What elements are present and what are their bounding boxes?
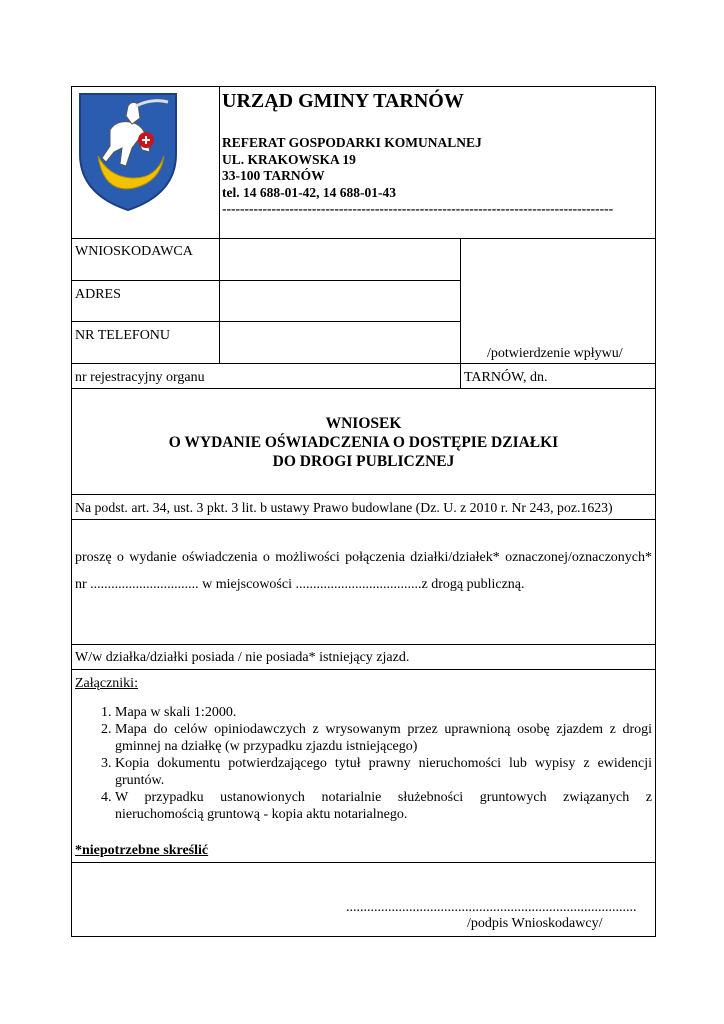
divider <box>71 321 461 322</box>
applicant-label: WNIOSKODAWCA <box>75 244 193 259</box>
attachments-list <box>75 704 652 823</box>
list-item: 1. Mapa w skali 1:2000. <box>115 704 652 721</box>
list-item: 3. Kopia dokumentu potwierdzającego tytuł prawny nieruchomości lub wypisy z ewidencji gruntów. <box>115 755 652 789</box>
access-statement: W/w działka/działki posiada / nie posiada* istniejący zjazd. <box>75 650 410 665</box>
footnote: *niepotrzebne skreślić <box>75 843 209 858</box>
divider <box>71 862 656 863</box>
legal-basis: Na podst. art. 34, ust. 3 pkt. 3 lit. b ustawy Prawo budowlane (Dz. U. z 2010 r. Nr 243, poz.1623) <box>75 500 613 515</box>
signature-label: /podpis Wnioskodawcy/ <box>467 916 603 931</box>
form-title: WNIOSEK <box>325 415 402 432</box>
phone-field[interactable] <box>221 323 459 362</box>
header-line: tel. 14 688-01-42, 14 688-01-43 <box>222 185 396 200</box>
divider <box>460 238 461 389</box>
form-title: DO DROGI PUBLICZNEJ <box>272 453 455 470</box>
divider <box>71 363 656 364</box>
header-line: UL. KRAKOWSKA 19 <box>222 152 356 167</box>
address-field[interactable] <box>221 282 459 320</box>
divider <box>71 494 656 495</box>
receipt-label: /potwierdzenie wpływu/ <box>487 346 623 361</box>
divider <box>71 280 461 281</box>
divider <box>71 644 656 645</box>
divider <box>219 238 220 363</box>
divider <box>71 238 656 239</box>
divider <box>219 86 220 239</box>
attachments-heading: Załączniki: <box>75 676 138 691</box>
form-title: O WYDANIE OŚWIADCZENIA O DOSTĘPIE DZIAŁKI <box>168 434 559 451</box>
applicant-field[interactable] <box>221 240 459 279</box>
signature-dots: ................................................................................... <box>346 900 637 915</box>
list-item: 4. W przypadku ustanowionych notarialnie służebności gruntowych związanych z nieruchomością gruntową - kopia aktu notarialnego. <box>115 789 652 823</box>
coat-of-arms-icon <box>76 90 180 214</box>
registry-label: nr rejestracyjny organu <box>75 370 205 385</box>
phone-label: NR TELEFONU <box>75 328 171 343</box>
place-date: TARNÓW, dn. <box>464 370 548 385</box>
divider <box>71 669 656 670</box>
office-title: URZĄD GMINY TARNÓW <box>222 90 464 112</box>
divider <box>71 388 656 389</box>
header-line: REFERAT GOSPODARKI KOMUNALNEJ <box>222 135 482 150</box>
request-text: proszę o wydanie oświadczenia o możliwości połączenia działki/działek* oznaczonej/oznaczonych* nr ............................... w miejscowości ....................................z drogą publiczną. <box>75 550 652 592</box>
header-line: 33-100 TARNÓW <box>222 168 325 183</box>
header-dashes: --------------------------------------------------------------------------------------- <box>222 201 614 216</box>
list-item: 2. Mapa do celów opiniodawczych z wrysowanym przez uprawnioną osobę zjazdem z drogi gminnej na działkę (w przypadku zjazdu istniejącego) <box>115 721 652 755</box>
divider <box>71 519 656 520</box>
address-label: ADRES <box>75 287 121 302</box>
